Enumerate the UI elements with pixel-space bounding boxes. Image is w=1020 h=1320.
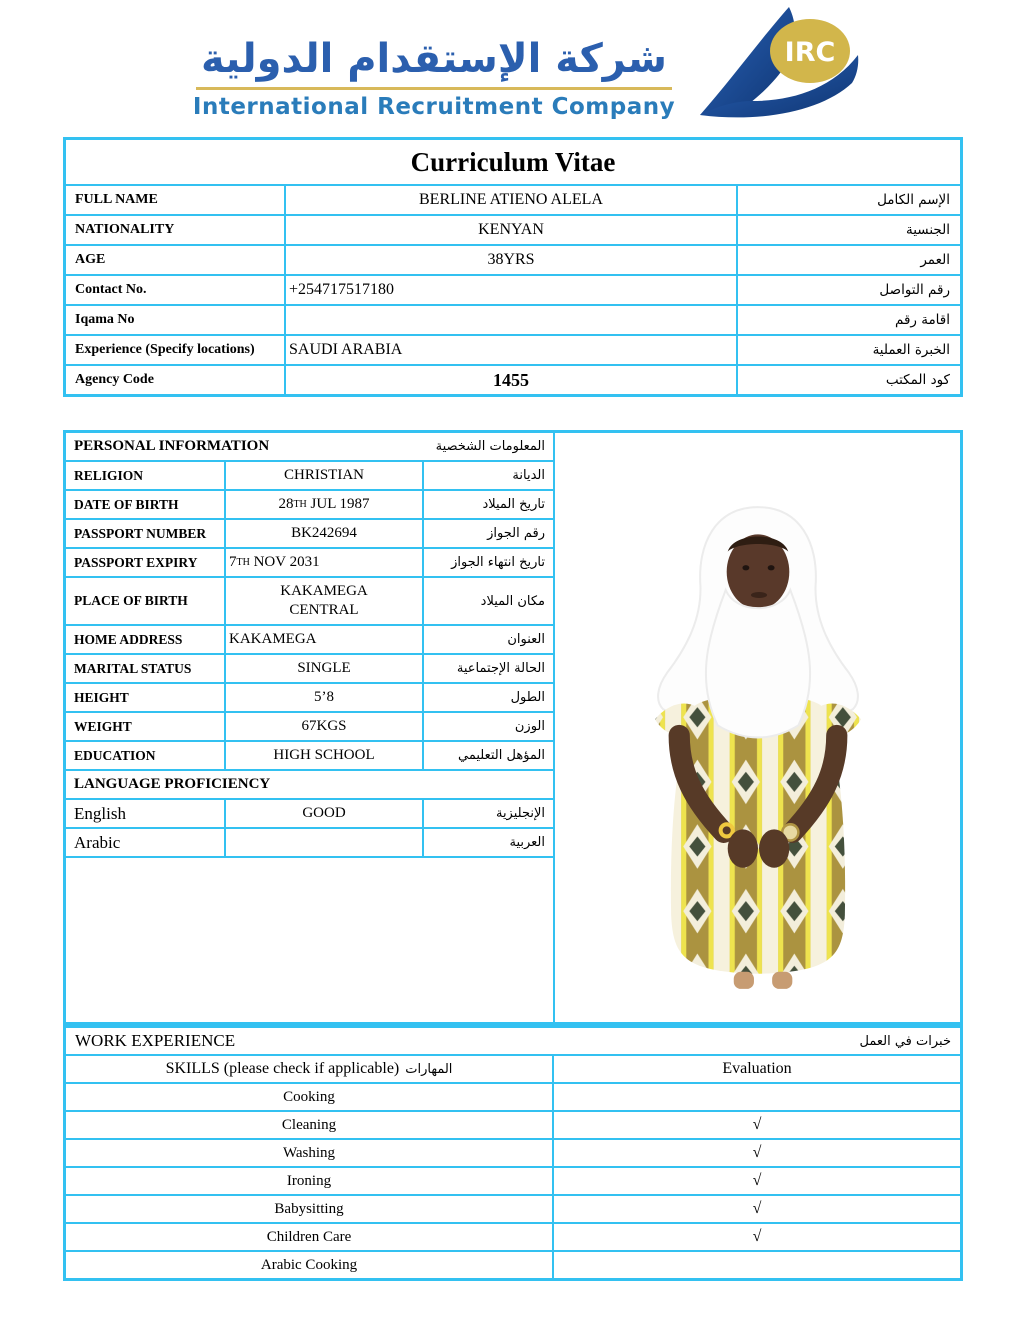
- table-row-passport-number: [66, 520, 553, 549]
- personal-info-header: [66, 433, 553, 462]
- table-row-agency-code: [66, 364, 960, 394]
- skill-row-cleaning: [66, 1110, 960, 1138]
- row-label-arabic: الإنجليزية: [495, 806, 545, 821]
- row-value: GOOD: [226, 800, 424, 827]
- row-value: HIGH SCHOOL: [226, 742, 424, 769]
- table-row-place-of-birth: [66, 578, 553, 626]
- skill-name: Arabic Cooking: [66, 1252, 554, 1278]
- row-label-arabic: الوزن: [514, 719, 545, 734]
- row-value: 67KGS: [226, 713, 424, 740]
- row-label-arabic: الخبرة العملية: [736, 336, 960, 364]
- skill-row-arabic-cooking: [66, 1250, 960, 1278]
- row-label-arabic: رقم الجواز: [487, 526, 545, 541]
- check-mark: √: [752, 1172, 762, 1189]
- empty-cell: [66, 858, 553, 1022]
- row-value: [286, 306, 736, 334]
- row-value: +254717517180: [289, 281, 395, 298]
- skill-row-children-care: [66, 1222, 960, 1250]
- skill-name: Cleaning: [66, 1112, 554, 1138]
- company-name-english: International Recruitment Company: [192, 94, 676, 120]
- row-label: RELIGION: [66, 462, 226, 489]
- row-label-arabic: كود المكتب: [736, 366, 960, 394]
- row-label-arabic: مكان الميلاد: [480, 593, 545, 609]
- work-experience-header: [66, 1028, 960, 1054]
- skills-column-header-arabic: المهارات: [405, 1061, 453, 1077]
- row-label: English: [66, 800, 226, 827]
- row-label: WEIGHT: [66, 713, 226, 740]
- irc-logo-text: IRC: [784, 37, 836, 68]
- applicant-photo: [555, 433, 960, 1022]
- row-label-arabic: الديانة: [512, 468, 545, 483]
- row-label-arabic: العربية: [509, 835, 545, 850]
- skill-row-cooking: [66, 1082, 960, 1110]
- row-label: Iqama No: [66, 306, 286, 334]
- row-label-arabic: رقم التواصل: [736, 276, 960, 304]
- check-mark: √: [752, 1116, 762, 1133]
- row-label: Agency Code: [66, 366, 286, 394]
- table-row-marital-status: [66, 655, 553, 684]
- row-label: AGE: [66, 246, 286, 274]
- row-label: HEIGHT: [66, 684, 226, 711]
- table-row-full-name: [66, 184, 960, 214]
- row-label: Experience (Specify locations): [66, 336, 286, 364]
- check-mark: [554, 1084, 960, 1110]
- language-proficiency-header: [66, 771, 553, 800]
- skills-header-row: [66, 1054, 960, 1082]
- table-row-english: [66, 800, 553, 829]
- table-row-arabic: [66, 829, 553, 858]
- row-label-arabic: تاريخ انتهاء الجواز: [451, 555, 545, 570]
- skill-row-washing: [66, 1138, 960, 1166]
- table-row-education: [66, 742, 553, 771]
- section-title: WORK EXPERIENCE: [75, 1031, 236, 1050]
- section-title: LANGUAGE PROFICIENCY: [74, 776, 271, 792]
- table-row-home-address: [66, 626, 553, 655]
- row-label: HOME ADDRESS: [66, 626, 226, 653]
- skill-name: Babysitting: [66, 1196, 554, 1222]
- row-label: PASSPORT EXPIRY: [66, 549, 226, 576]
- gold-divider: [196, 87, 672, 90]
- row-label: PASSPORT NUMBER: [66, 520, 226, 547]
- row-label: FULL NAME: [66, 186, 286, 214]
- row-label-arabic: الحالة الإجتماعية: [456, 661, 545, 676]
- check-mark: √: [752, 1228, 762, 1245]
- table-row-weight: [66, 713, 553, 742]
- row-label: EDUCATION: [66, 742, 226, 769]
- row-value: 7 TH NOV 2031: [226, 549, 424, 576]
- row-value: 38YRS: [487, 251, 535, 268]
- personal-info-table: [66, 433, 555, 1022]
- skill-name: Children Care: [66, 1224, 554, 1250]
- section-title-arabic: خبرات في العمل: [859, 1033, 951, 1049]
- row-label: PLACE OF BIRTH: [66, 578, 226, 624]
- row-label-arabic: اقامة رقم: [736, 306, 960, 334]
- skill-row-babysitting: [66, 1194, 960, 1222]
- irc-logo-icon: [692, 5, 860, 121]
- row-value: BK242694: [226, 520, 424, 547]
- row-value: BERLINE ATIENO ALELA: [419, 191, 603, 208]
- table-row-date-of-birth: [66, 491, 553, 520]
- row-label: DATE OF BIRTH: [66, 491, 226, 518]
- row-value: CHRISTIAN: [226, 462, 424, 489]
- row-value: 1455: [493, 369, 529, 390]
- row-label: NATIONALITY: [66, 216, 286, 244]
- row-value: KENYAN: [478, 221, 544, 238]
- row-label-arabic: العمر: [736, 246, 960, 274]
- evaluation-column-header: Evaluation: [722, 1060, 792, 1077]
- cv-summary-table: [63, 137, 963, 397]
- row-label-arabic: المؤهل التعليمي: [458, 748, 545, 763]
- company-name-arabic: شركة الإستقدام الدولية: [201, 36, 667, 82]
- skill-name: Ironing: [66, 1168, 554, 1194]
- row-label-arabic: الطول: [510, 690, 545, 705]
- table-row-height: [66, 684, 553, 713]
- table-row-religion: [66, 462, 553, 491]
- section-title: PERSONAL INFORMATION: [74, 438, 270, 454]
- row-label: Contact No.: [66, 276, 286, 304]
- document-title: Curriculum Vitae: [410, 146, 616, 177]
- check-mark: √: [752, 1144, 762, 1161]
- row-label-arabic: تاريخ الميلاد: [482, 497, 545, 512]
- row-value: SAUDI ARABIA: [289, 341, 403, 358]
- row-value: 5’8: [226, 684, 424, 711]
- skills-column-header: SKILLS (please check if applicable) المهارات: [66, 1056, 554, 1082]
- row-label-arabic: الإسم الكامل: [736, 186, 960, 214]
- row-value: [226, 829, 424, 856]
- table-row-experience: [66, 334, 960, 364]
- row-value: KAKAMEGA: [226, 626, 424, 653]
- table-row-age: [66, 244, 960, 274]
- table-row-iqama: [66, 304, 960, 334]
- skill-name: Washing: [66, 1140, 554, 1166]
- row-label: Arabic: [66, 829, 226, 856]
- row-value: KAKAMEGA CENTRAL: [226, 578, 424, 624]
- table-row-contact: [66, 274, 960, 304]
- row-label-arabic: الجنسية: [736, 216, 960, 244]
- row-value: 28 TH JUL 1987: [226, 491, 424, 518]
- table-row-passport-expiry: [66, 549, 553, 578]
- row-value: SINGLE: [226, 655, 424, 682]
- row-label-arabic: العنوان: [507, 632, 545, 647]
- work-experience-section: [63, 1025, 963, 1281]
- section-title-arabic: المعلومات الشخصية: [435, 439, 545, 454]
- check-mark: √: [752, 1200, 762, 1217]
- skill-row-ironing: [66, 1166, 960, 1194]
- skill-name: Cooking: [66, 1084, 554, 1110]
- check-mark: [554, 1252, 960, 1278]
- table-row-nationality: [66, 214, 960, 244]
- personal-info-section: [63, 430, 963, 1025]
- row-label: MARITAL STATUS: [66, 655, 226, 682]
- company-brand: [190, 36, 678, 120]
